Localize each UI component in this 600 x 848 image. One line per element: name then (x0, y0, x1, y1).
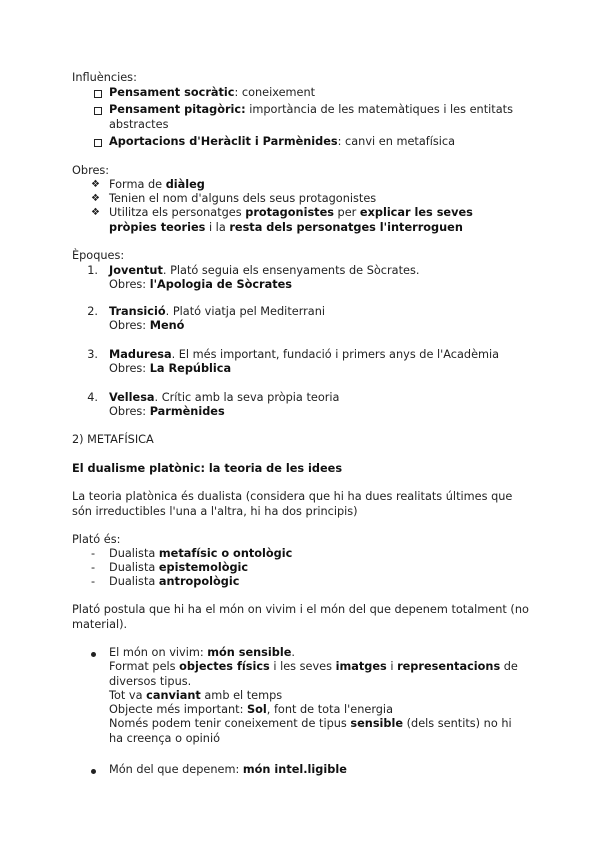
plato-is-prefix: Dualista (109, 547, 159, 560)
world-detail (109, 717, 529, 746)
dash-bullet: - (91, 575, 96, 588)
works-item-bold: explicar les seves pròpies teories (109, 206, 473, 234)
period-title-line (109, 391, 339, 406)
paragraph-dualism: La teoria platònica és dualista (considera que hi ha dues realitats últimes que són irreductibles l'una a l'altra, hi ha dos principis) (72, 490, 513, 518)
period-works-line (109, 319, 184, 334)
world-detail-bold: Sol (246, 703, 267, 716)
period-title-line (109, 305, 325, 320)
world-detail (109, 703, 393, 718)
works-item-bold: resta dels personatges l'interroguen (229, 220, 463, 234)
world-lead (109, 763, 347, 778)
world-detail-text: amb el temps (200, 689, 283, 702)
period-title-line (109, 348, 499, 363)
works-heading: Obres: (72, 164, 110, 177)
period-works-line (109, 362, 231, 377)
influences-heading: Influències: (72, 71, 137, 84)
world-detail-text: de diversos tipus. (109, 660, 518, 688)
plato-is-bold: antropològic (158, 575, 240, 588)
periods-heading: Èpoques: (72, 249, 125, 262)
world-detail-text: i (386, 660, 398, 673)
plato-is-item (109, 575, 239, 590)
works-item-text: per (333, 206, 360, 219)
period-title: Vellesa (109, 391, 155, 404)
diamond-bullet-icon: ❖ (91, 193, 100, 204)
works-item (109, 192, 376, 207)
period-title: Maduresa (109, 348, 172, 361)
period-works-line (109, 405, 225, 420)
period-works: l'Apologia de Sòcrates (149, 278, 293, 291)
influence-item-text: : coneixement (234, 86, 316, 99)
works-item-text: Utilitza els personatges (109, 206, 246, 219)
list-number: 4. (87, 391, 98, 404)
world-detail (109, 689, 282, 704)
subsection-title (72, 462, 342, 477)
plato-is-prefix: Dualista (109, 575, 159, 588)
bullet-dot-icon (91, 652, 96, 657)
world-lead-text: Món del que depenem: (109, 763, 243, 776)
checkbox-icon[interactable] (94, 139, 102, 147)
diamond-bullet-icon: ❖ (91, 179, 100, 190)
list-number: 1. (87, 264, 98, 277)
period-works-label: Obres: (109, 405, 150, 418)
world-lead-bold: món sensible (207, 646, 292, 659)
influence-item (109, 86, 315, 101)
paragraph-worlds: Plató postula que hi ha el món on vivim i el món del que depenem totalment (no material). (72, 603, 529, 631)
plato-is-prefix: Dualista (109, 561, 159, 574)
works-item-text: i la (205, 220, 230, 234)
period-works: La República (149, 362, 232, 375)
list-number: 2. (87, 305, 98, 318)
world-detail-bold: canviant (146, 689, 201, 702)
plato-is-item (109, 547, 292, 562)
dash-bullet: - (91, 561, 96, 574)
period-desc: . Plató viatja pel Mediterrani (165, 305, 326, 318)
bullet-dot-icon (91, 769, 96, 774)
world-detail-text: Objecte més important: (109, 703, 247, 716)
subsection-title-text: El dualisme platònic: la teoria de les idees (72, 462, 343, 475)
period-desc: . Plató seguia els ensenyaments de Sòcrates. (162, 264, 420, 277)
period-desc: . Crític amb la seva pròpia teoria (154, 391, 340, 404)
world-lead-end: . (291, 646, 295, 659)
period-desc: . El més important, fundació i primers anys de l'Acadèmia (171, 348, 500, 361)
diamond-bullet-icon: ❖ (91, 207, 100, 218)
world-detail-text: i les seves (269, 660, 336, 673)
period-works-label: Obres: (109, 278, 150, 291)
list-number: 3. (87, 348, 98, 361)
period-works: Parmènides (149, 405, 225, 418)
plato-is-bold: metafísic o ontològic (158, 547, 293, 560)
world-lead-text: El món on vivim: (109, 646, 208, 659)
influence-item-bold: Pensament socràtic (109, 86, 235, 99)
world-detail (109, 660, 529, 689)
world-detail-text: Només podem tenir coneixement de tipus (109, 717, 351, 730)
checkbox-icon[interactable] (94, 107, 102, 115)
checkbox-icon[interactable] (94, 90, 102, 98)
dash-bullet: - (91, 547, 96, 560)
world-detail-text: Tot va (109, 689, 147, 702)
world-lead (109, 646, 295, 661)
influence-item (109, 135, 455, 150)
works-item-text: Forma de (109, 178, 166, 191)
period-works-label: Obres: (109, 362, 150, 375)
world-detail-bold: objectes físics (179, 660, 270, 673)
works-item-bold: protagonistes (245, 206, 334, 219)
works-item-bold: diàleg (165, 178, 205, 191)
world-lead-bold: món intel.ligible (242, 763, 347, 776)
works-item (109, 206, 519, 235)
influence-item-text: importància de les matemàtiques i les entitats abstractes (109, 103, 513, 131)
period-works-label: Obres: (109, 319, 150, 332)
period-title: Joventut (109, 264, 163, 277)
plato-is-item (109, 561, 248, 576)
works-item-text: Tenien el nom d'alguns dels seus protagonistes (109, 192, 377, 205)
works-item (109, 178, 205, 193)
world-detail-bold: sensible (350, 717, 404, 730)
influence-item-text: : canvi en metafísica (337, 135, 456, 148)
world-detail-text: , font de tota l'energia (266, 703, 393, 716)
period-works: Menó (149, 319, 185, 332)
influence-item (109, 103, 529, 132)
plato-is-heading: Plató és: (72, 533, 121, 546)
world-detail-text: Format pels (109, 660, 180, 673)
world-detail-bold: representacions (397, 660, 501, 673)
period-works-line (109, 278, 292, 293)
period-title-line (109, 264, 419, 279)
influence-item-bold: Aportacions d'Heràclit i Parmènides (109, 135, 338, 148)
world-detail-bold: imatges (335, 660, 387, 673)
period-title: Transició (109, 305, 166, 318)
section-title: 2) METAFÍSICA (72, 433, 154, 446)
world-detail-text: (dels sentits) no hi ha creença o opinió (109, 717, 512, 745)
influence-item-bold: Pensament pitagòric: (109, 103, 246, 116)
plato-is-bold: epistemològic (158, 561, 249, 574)
